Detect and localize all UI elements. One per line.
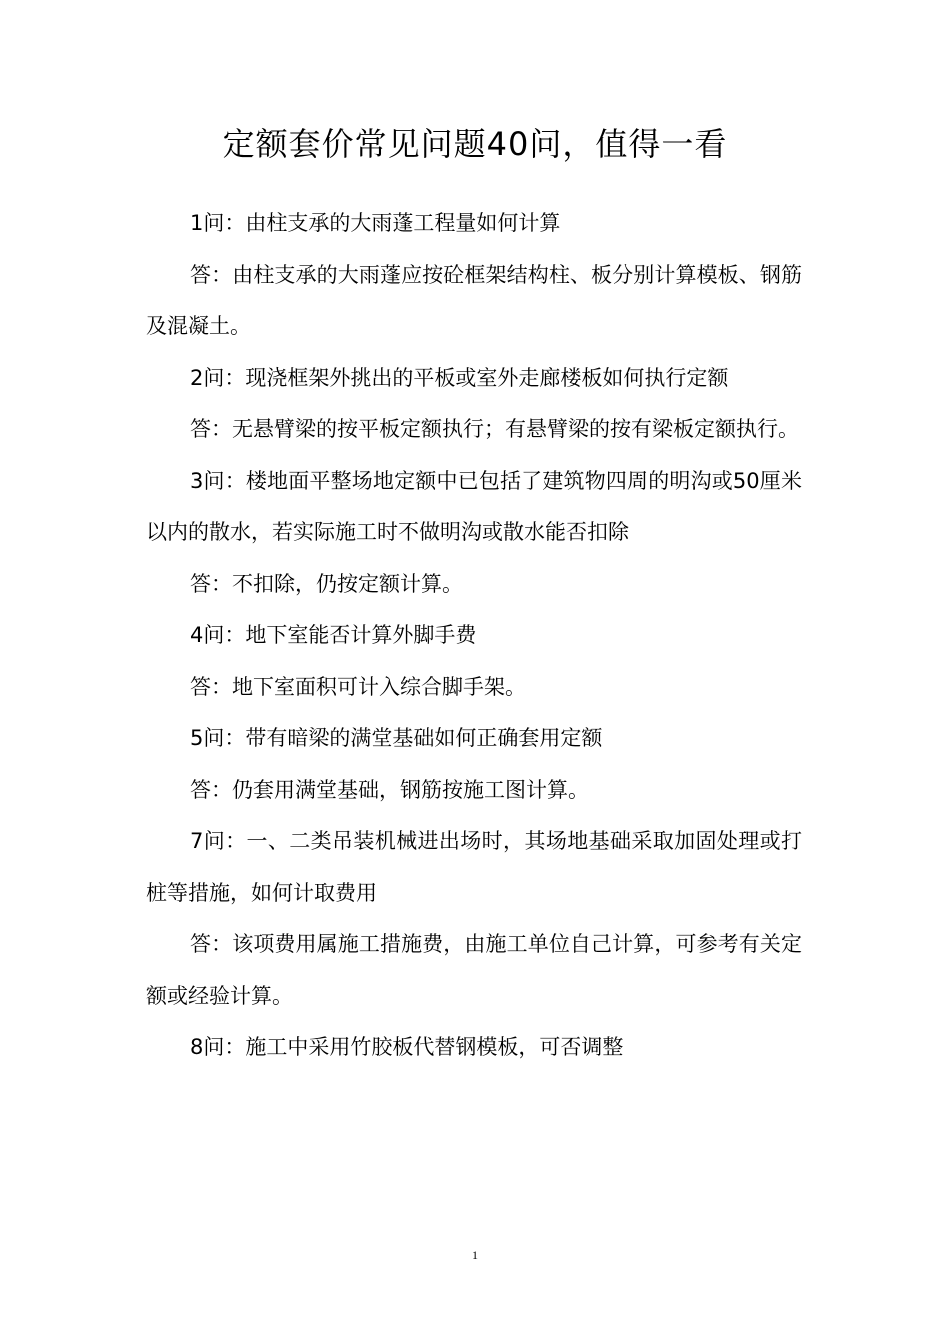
answer-5: 答：仍套用满堂基础，钢筋按施工图计算。 xyxy=(190,777,589,802)
document-title: 定额套价常见问题40问，值得一看 xyxy=(222,125,728,163)
answer-3: 答：不扣除，仍按定额计算。 xyxy=(190,571,463,596)
question-7: 7问：一、二类吊装机械进出场时，其场地基础采取加固处理或打桩等措施，如何计取费用 xyxy=(146,829,802,905)
document-body xyxy=(146,198,802,1074)
question-4: 4问：地下室能否计算外脚手费 xyxy=(190,623,477,647)
question-5: 5问：带有暗梁的满堂基础如何正确套用定额 xyxy=(190,726,603,750)
page-number: 1 xyxy=(472,1248,478,1262)
question-3: 3问：楼地面平整场地定额中已包括了建筑物四周的明沟或50厘米以内的散水，若实际施工时不做明沟或散水能否扣除 xyxy=(146,468,802,544)
question-2: 2问：现浇框架外挑出的平板或室外走廊楼板如何执行定额 xyxy=(190,365,729,390)
answer-2: 答：无悬臂梁的按平板定额执行；有悬臂梁的按有梁板定额执行。 xyxy=(190,417,799,441)
question-8: 8问：施工中采用竹胶板代替钢模板，可否调整 xyxy=(190,1035,624,1059)
answer-4: 答：地下室面积可计入综合脚手架。 xyxy=(190,674,526,699)
answer-1: 答：由柱支承的大雨蓬应按砼框架结构柱、板分别计算模板、钢筋及混凝土。 xyxy=(146,262,802,338)
answer-7: 答：该项费用属施工措施费，由施工单位自己计算，可参考有关定额或经验计算。 xyxy=(146,932,802,1008)
question-1: 1问：由柱支承的大雨蓬工程量如何计算 xyxy=(190,211,561,235)
